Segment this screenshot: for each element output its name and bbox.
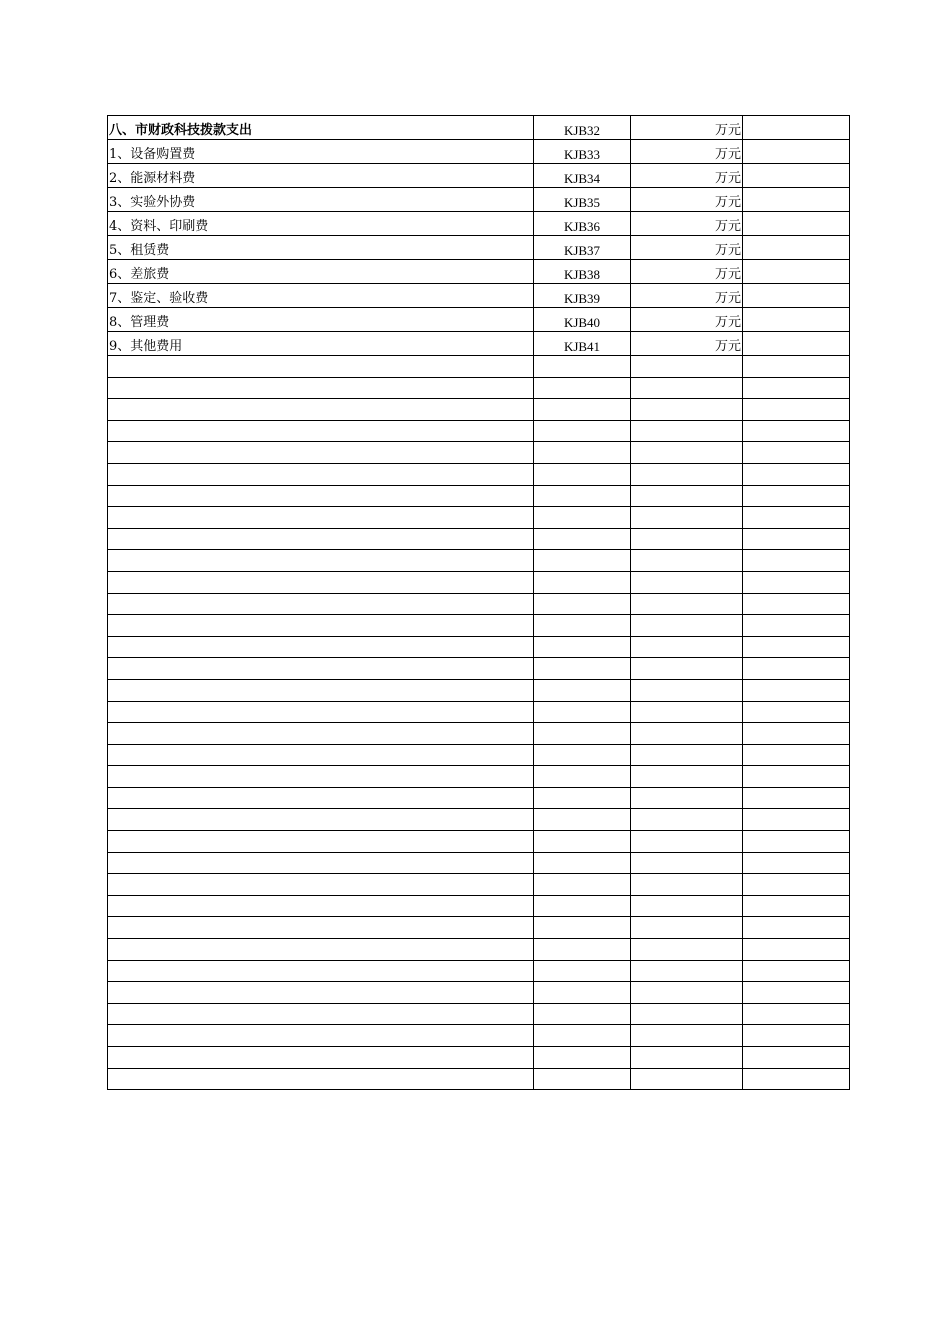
empty-name-cell[interactable] [108, 831, 534, 853]
empty-code-cell[interactable] [534, 507, 631, 529]
empty-table-row [108, 766, 850, 788]
empty-code-cell[interactable] [534, 701, 631, 723]
empty-code-cell[interactable] [534, 485, 631, 507]
empty-table-row [108, 420, 850, 442]
item-unit-cell: 万元 [631, 236, 743, 260]
table-row [108, 164, 850, 188]
empty-value-cell[interactable] [743, 356, 850, 378]
empty-unit-cell[interactable] [631, 399, 743, 421]
empty-table-row [108, 377, 850, 399]
empty-value-cell[interactable] [743, 615, 850, 637]
empty-code-cell[interactable] [534, 636, 631, 658]
empty-code-cell[interactable] [534, 377, 631, 399]
empty-table-row [108, 507, 850, 529]
empty-unit-cell[interactable] [631, 787, 743, 809]
item-unit-cell: 万元 [631, 260, 743, 284]
item-code-cell: KJB40 [534, 308, 631, 332]
empty-value-cell[interactable] [743, 1003, 850, 1025]
item-code-cell: KJB38 [534, 260, 631, 284]
empty-value-cell[interactable] [743, 593, 850, 615]
empty-value-cell[interactable] [743, 507, 850, 529]
empty-unit-cell[interactable] [631, 356, 743, 378]
empty-code-cell[interactable] [534, 809, 631, 831]
empty-unit-cell[interactable] [631, 809, 743, 831]
empty-unit-cell[interactable] [631, 701, 743, 723]
table-row [108, 332, 850, 356]
empty-name-cell[interactable] [108, 636, 534, 658]
item-value-cell[interactable] [743, 236, 850, 260]
empty-name-cell[interactable] [108, 420, 534, 442]
empty-unit-cell[interactable] [631, 1003, 743, 1025]
empty-name-cell[interactable] [108, 463, 534, 485]
empty-value-cell[interactable] [743, 960, 850, 982]
empty-unit-cell[interactable] [631, 1047, 743, 1069]
table-row [108, 116, 850, 140]
item-value-cell[interactable] [743, 260, 850, 284]
empty-table-row [108, 1003, 850, 1025]
item-name-cell: 8、管理费 [108, 308, 534, 332]
empty-name-cell[interactable] [108, 874, 534, 896]
empty-name-cell[interactable] [108, 571, 534, 593]
empty-name-cell[interactable] [108, 658, 534, 680]
empty-unit-cell[interactable] [631, 874, 743, 896]
empty-value-cell[interactable] [743, 485, 850, 507]
empty-code-cell[interactable] [534, 463, 631, 485]
item-unit-cell: 万元 [631, 188, 743, 212]
empty-unit-cell[interactable] [631, 377, 743, 399]
empty-name-cell[interactable] [108, 550, 534, 572]
empty-unit-cell[interactable] [631, 766, 743, 788]
item-unit-cell: 万元 [631, 140, 743, 164]
empty-name-cell[interactable] [108, 679, 534, 701]
item-unit-cell: 万元 [631, 308, 743, 332]
empty-table-row [108, 1025, 850, 1047]
empty-name-cell[interactable] [108, 615, 534, 637]
item-value-cell[interactable] [743, 188, 850, 212]
empty-table-row [108, 939, 850, 961]
item-code-cell: KJB36 [534, 212, 631, 236]
empty-name-cell[interactable] [108, 1047, 534, 1069]
empty-table-row [108, 1068, 850, 1090]
empty-name-cell[interactable] [108, 1068, 534, 1090]
empty-value-cell[interactable] [743, 744, 850, 766]
empty-unit-cell[interactable] [631, 982, 743, 1004]
empty-unit-cell[interactable] [631, 658, 743, 680]
empty-code-cell[interactable] [534, 874, 631, 896]
empty-unit-cell[interactable] [631, 550, 743, 572]
item-name-cell: 6、差旅费 [108, 260, 534, 284]
table-row [108, 188, 850, 212]
empty-value-cell[interactable] [743, 787, 850, 809]
empty-table-row [108, 485, 850, 507]
empty-name-cell[interactable] [108, 809, 534, 831]
item-unit-cell: 万元 [631, 116, 743, 140]
item-name-cell: 八、市财政科技拨款支出 [108, 116, 534, 140]
empty-table-row [108, 399, 850, 421]
item-value-cell[interactable] [743, 116, 850, 140]
empty-value-cell[interactable] [743, 550, 850, 572]
item-value-cell[interactable] [743, 284, 850, 308]
empty-code-cell[interactable] [534, 960, 631, 982]
empty-code-cell[interactable] [534, 723, 631, 745]
empty-value-cell[interactable] [743, 895, 850, 917]
empty-table-row [108, 723, 850, 745]
empty-value-cell[interactable] [743, 679, 850, 701]
empty-name-cell[interactable] [108, 528, 534, 550]
item-code-cell: KJB35 [534, 188, 631, 212]
empty-value-cell[interactable] [743, 658, 850, 680]
empty-name-cell[interactable] [108, 1003, 534, 1025]
item-name-cell: 3、实验外协费 [108, 188, 534, 212]
item-name-cell: 4、资料、印刷费 [108, 212, 534, 236]
table-row [108, 212, 850, 236]
empty-unit-cell[interactable] [631, 895, 743, 917]
empty-value-cell[interactable] [743, 399, 850, 421]
expense-table [107, 115, 850, 1090]
empty-unit-cell[interactable] [631, 1025, 743, 1047]
empty-name-cell[interactable] [108, 399, 534, 421]
empty-value-cell[interactable] [743, 939, 850, 961]
empty-unit-cell[interactable] [631, 420, 743, 442]
empty-code-cell[interactable] [534, 852, 631, 874]
empty-value-cell[interactable] [743, 982, 850, 1004]
item-code-cell: KJB37 [534, 236, 631, 260]
item-name-cell: 9、其他费用 [108, 332, 534, 356]
empty-code-cell[interactable] [534, 571, 631, 593]
empty-unit-cell[interactable] [631, 636, 743, 658]
empty-name-cell[interactable] [108, 766, 534, 788]
item-code-cell: KJB32 [534, 116, 631, 140]
empty-table-row [108, 550, 850, 572]
empty-code-cell[interactable] [534, 917, 631, 939]
empty-code-cell[interactable] [534, 982, 631, 1004]
item-name-cell: 5、租赁费 [108, 236, 534, 260]
item-name-cell: 1、设备购置费 [108, 140, 534, 164]
empty-value-cell[interactable] [743, 809, 850, 831]
empty-table-row [108, 463, 850, 485]
item-name-cell: 7、鉴定、验收费 [108, 284, 534, 308]
empty-value-cell[interactable] [743, 463, 850, 485]
empty-table-row [108, 982, 850, 1004]
empty-name-cell[interactable] [108, 485, 534, 507]
empty-code-cell[interactable] [534, 593, 631, 615]
empty-code-cell[interactable] [534, 939, 631, 961]
empty-code-cell[interactable] [534, 528, 631, 550]
empty-unit-cell[interactable] [631, 485, 743, 507]
empty-value-cell[interactable] [743, 852, 850, 874]
empty-unit-cell[interactable] [631, 679, 743, 701]
empty-table-row [108, 809, 850, 831]
empty-code-cell[interactable] [534, 895, 631, 917]
empty-table-row [108, 895, 850, 917]
empty-name-cell[interactable] [108, 356, 534, 378]
empty-unit-cell[interactable] [631, 507, 743, 529]
empty-table-row [108, 960, 850, 982]
empty-table-row [108, 356, 850, 378]
empty-unit-cell[interactable] [631, 463, 743, 485]
empty-name-cell[interactable] [108, 377, 534, 399]
empty-code-cell[interactable] [534, 1025, 631, 1047]
empty-code-cell[interactable] [534, 766, 631, 788]
empty-value-cell[interactable] [743, 701, 850, 723]
item-value-cell[interactable] [743, 164, 850, 188]
empty-unit-cell[interactable] [631, 939, 743, 961]
empty-table-row [108, 744, 850, 766]
empty-name-cell[interactable] [108, 982, 534, 1004]
empty-value-cell[interactable] [743, 420, 850, 442]
empty-table-row [108, 636, 850, 658]
empty-code-cell[interactable] [534, 1068, 631, 1090]
item-code-cell: KJB39 [534, 284, 631, 308]
item-code-cell: KJB41 [534, 332, 631, 356]
empty-table-row [108, 787, 850, 809]
table-row [108, 236, 850, 260]
empty-table-row [108, 831, 850, 853]
empty-table-row [108, 1047, 850, 1069]
item-value-cell[interactable] [743, 212, 850, 236]
empty-unit-cell[interactable] [631, 593, 743, 615]
empty-unit-cell[interactable] [631, 960, 743, 982]
empty-value-cell[interactable] [743, 1025, 850, 1047]
empty-name-cell[interactable] [108, 1025, 534, 1047]
item-value-cell[interactable] [743, 140, 850, 164]
empty-name-cell[interactable] [108, 917, 534, 939]
empty-value-cell[interactable] [743, 723, 850, 745]
table-row [108, 140, 850, 164]
item-name-cell: 2、能源材料费 [108, 164, 534, 188]
expense-table-body [108, 116, 850, 1090]
empty-code-cell[interactable] [534, 787, 631, 809]
empty-value-cell[interactable] [743, 571, 850, 593]
empty-table-row [108, 528, 850, 550]
empty-value-cell[interactable] [743, 874, 850, 896]
empty-name-cell[interactable] [108, 895, 534, 917]
empty-code-cell[interactable] [534, 615, 631, 637]
empty-name-cell[interactable] [108, 744, 534, 766]
empty-unit-cell[interactable] [631, 744, 743, 766]
empty-unit-cell[interactable] [631, 1068, 743, 1090]
empty-table-row [108, 442, 850, 464]
empty-value-cell[interactable] [743, 1068, 850, 1090]
empty-code-cell[interactable] [534, 399, 631, 421]
empty-table-row [108, 593, 850, 615]
empty-table-row [108, 852, 850, 874]
empty-value-cell[interactable] [743, 831, 850, 853]
empty-value-cell[interactable] [743, 766, 850, 788]
empty-unit-cell[interactable] [631, 615, 743, 637]
empty-name-cell[interactable] [108, 960, 534, 982]
empty-name-cell[interactable] [108, 701, 534, 723]
item-code-cell: KJB33 [534, 140, 631, 164]
empty-name-cell[interactable] [108, 852, 534, 874]
table-row [108, 284, 850, 308]
empty-name-cell[interactable] [108, 507, 534, 529]
empty-code-cell[interactable] [534, 356, 631, 378]
empty-value-cell[interactable] [743, 442, 850, 464]
empty-value-cell[interactable] [743, 528, 850, 550]
empty-unit-cell[interactable] [631, 528, 743, 550]
empty-unit-cell[interactable] [631, 831, 743, 853]
empty-name-cell[interactable] [108, 787, 534, 809]
table-row [108, 308, 850, 332]
item-value-cell[interactable] [743, 308, 850, 332]
empty-unit-cell[interactable] [631, 917, 743, 939]
empty-code-cell[interactable] [534, 679, 631, 701]
empty-code-cell[interactable] [534, 442, 631, 464]
empty-name-cell[interactable] [108, 939, 534, 961]
item-unit-cell: 万元 [631, 332, 743, 356]
item-code-cell: KJB34 [534, 164, 631, 188]
empty-unit-cell[interactable] [631, 852, 743, 874]
empty-table-row [108, 874, 850, 896]
empty-code-cell[interactable] [534, 831, 631, 853]
item-unit-cell: 万元 [631, 284, 743, 308]
empty-value-cell[interactable] [743, 377, 850, 399]
empty-table-row [108, 571, 850, 593]
empty-value-cell[interactable] [743, 636, 850, 658]
empty-table-row [108, 917, 850, 939]
empty-unit-cell[interactable] [631, 442, 743, 464]
empty-code-cell[interactable] [534, 550, 631, 572]
empty-name-cell[interactable] [108, 593, 534, 615]
empty-code-cell[interactable] [534, 744, 631, 766]
empty-table-row [108, 615, 850, 637]
empty-code-cell[interactable] [534, 1047, 631, 1069]
empty-value-cell[interactable] [743, 1047, 850, 1069]
empty-table-row [108, 701, 850, 723]
empty-table-row [108, 658, 850, 680]
empty-name-cell[interactable] [108, 723, 534, 745]
empty-name-cell[interactable] [108, 442, 534, 464]
empty-code-cell[interactable] [534, 1003, 631, 1025]
item-unit-cell: 万元 [631, 212, 743, 236]
empty-unit-cell[interactable] [631, 571, 743, 593]
empty-code-cell[interactable] [534, 658, 631, 680]
empty-value-cell[interactable] [743, 917, 850, 939]
table-row [108, 260, 850, 284]
empty-code-cell[interactable] [534, 420, 631, 442]
item-value-cell[interactable] [743, 332, 850, 356]
empty-unit-cell[interactable] [631, 723, 743, 745]
empty-table-row [108, 679, 850, 701]
item-unit-cell: 万元 [631, 164, 743, 188]
